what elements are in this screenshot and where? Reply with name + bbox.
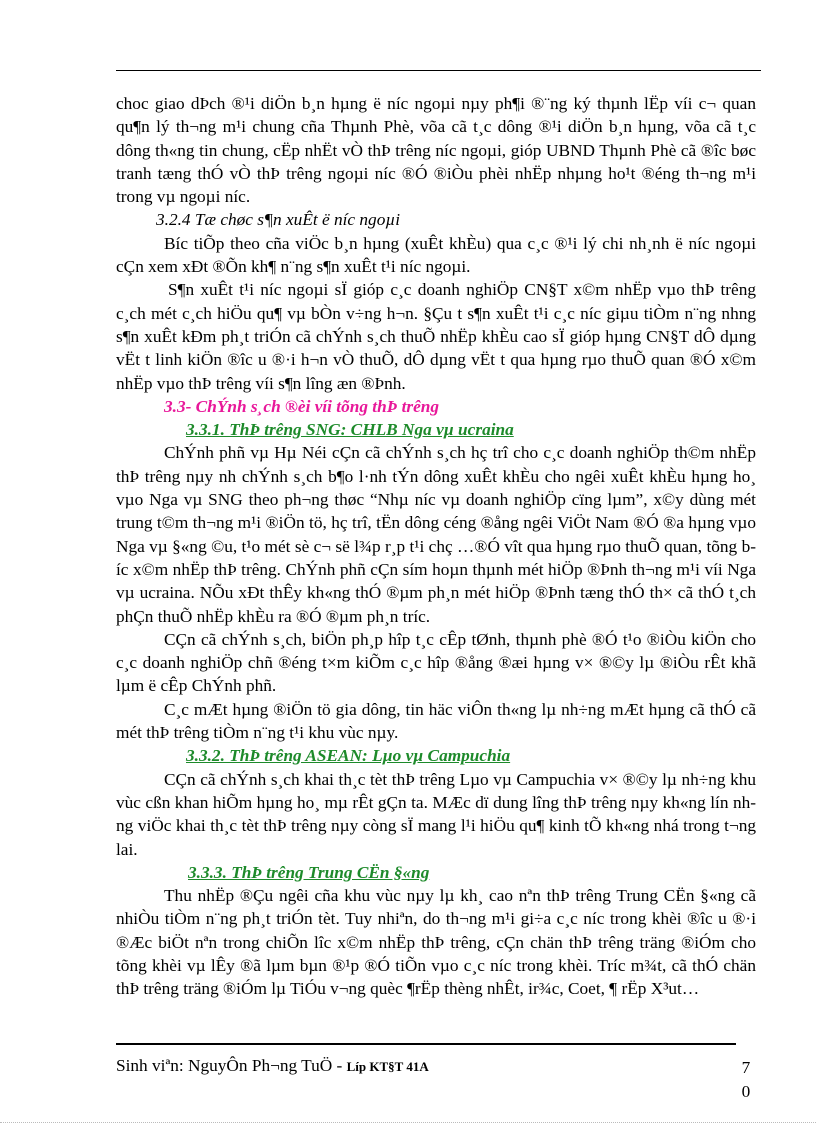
- paragraph-6: C¸c mÆt hµng ®iÖn tö gia dông, tin häc viÔn th«ng lµ nh÷ng mÆt hµng cã thÓ cã mét thÞ trêng tiÒm n¨ng t¹i khu vùc nµy.: [116, 699, 756, 743]
- paragraph-8: Thu nhËp ®Çu ngêi cña khu vùc nµy lµ kh¸ cao nªn thÞ trêng Trung CËn §«ng cã nhiÒu tiÒm n¨ng ph¸t triÓn tèt. Tuy nhiªn, do th¬ng m¹i gi÷a c¸c níc trong khèi ®îc u ®·i ®Æc biÖt nªn trong chiÕn lîc x©m nhËp thÞ trêng, cÇn chän thÞ trêng träng ®iÓm cho tõng khèi vµ lÊy ®ã lµm bµn ®¹p ®Ó tiÕn vµo c¸c níc trong khèi. Tríc m¾t, cã thÓ chän thÞ trêng träng ®iÓm lµ TiÓu v¬ng quèc ¶rËp thèng nhÊt, ir¾c, Coet, ¶ rËp X³ut…: [116, 886, 756, 999]
- footer-author: Sinh viªn: NguyÔn Ph¬ng TuÖ -: [116, 1056, 343, 1075]
- section-3-3-1-heading: 3.3.1. ThÞ trêng SNG: CHLB Nga vµ ucraina: [186, 420, 514, 440]
- footer: [116, 1056, 429, 1076]
- paragraph-7: CÇn cã chÝnh s¸ch khai th¸c tèt thÞ trêng Lµo vµ Campuchia v× ®©y lµ nh÷ng khu vùc cßn khan hiÕm hµng ho¸ mµ rÊt gÇn ta. MÆc dï dung lîng thÞ trêng nµy kh«ng lín nhng viÖc khai th¸c tèt thÞ trêng nµy còng sÏ mang l¹i hiÖu qu¶ kinh tÕ kh«ng nhá trong t¬ng lai.: [116, 769, 756, 859]
- paragraph-2: Bíc tiÕp theo cña viÖc b¸n hµng (xuÊt khÈu) qua c¸c ®¹i lý chi nh¸nh ë níc ngoµi cÇn xem xÐt ®Õn kh¶ n¨ng s¶n xuÊt t¹i níc ngoµi.: [116, 233, 756, 277]
- page-number-top: 7: [741, 1058, 751, 1077]
- section-3-3-2-heading: 3.3.2. ThÞ trêng ASEAN: Lµo vµ Campuchia: [186, 746, 511, 766]
- paragraph-1: choc giao dÞch ®¹i diÖn b¸n hµng ë níc ngoµi nµy ph¶i ®¨ng ký thµnh lËp víi c¬ quan qu¶n lý th¬ng m¹i chung cña Thµnh Phè, võa cã t¸c dông ®¹i diÖn b¸n hµng, võa cã t¸c dông th«ng tin chung, cËp nhËt vÒ thÞ trêng níc ngoµi, gióp UBND Thµnh Phè cã ®îc bøc tranh tæng thÓ vÒ thÞ trêng ngoµi níc ®Ó ®iÒu phèi nhËp nhµng ho¹t ®éng th¬ng m¹i trong vµ ngoµi níc.: [116, 94, 756, 207]
- page-number-bottom: 0: [741, 1082, 751, 1101]
- section-3-2-4-heading: 3.2.4 Tæ chøc s¶n xuÊt ë níc ngoµi: [156, 210, 401, 230]
- header-rule: [116, 70, 761, 71]
- page-number: [739, 1056, 753, 1104]
- paragraph-3: S¶n xuÊt t¹i níc ngoµi sÏ gióp c¸c doanh nghiÖp CN§T x©m nhËp vµo thÞ trêng c¸ch mét c¸ch hiÖu qu¶ vµ bÒn v÷ng h¬n. §Çu t s¶n xuÊt t¹i c¸c níc giµu tiÒm n¨ng nhng s¶n xuÊt kÐm ph¸t triÓn cã chÝnh s¸ch thuÕ nhËp khÈu cao sÏ gióp hµng CN§T dÔ dµng vËt t linh kiÖn ®îc u ®·i h¬n vÒ thuÕ, dÔ dµng vËt t qua hµng rµo thuÕ quan ®Ó x©m nhËp vµo thÞ trêng víi s¶n lîng æn ®Þnh.: [116, 280, 756, 393]
- section-3-3-3-heading: 3.3.3. ThÞ trêng Trung CËn §«ng: [188, 862, 430, 882]
- paragraph-5: CÇn cã chÝnh s¸ch, biÖn ph¸p hîp t¸c cÊp tØnh, thµnh phè ®Ó t¹o ®iÒu kiÖn cho c¸c doanh nghiÖp chñ ®éng t×m kiÕm c¸c hîp ®ång ®æi hµng v× ®©y lµ ®iÒu rÊt khã lµm ë cÊp ChÝnh phñ.: [116, 629, 756, 696]
- footer-class: Líp KT§T 41A: [346, 1059, 429, 1074]
- paragraph-4: ChÝnh phñ vµ Hµ Néi cÇn cã chÝnh s¸ch hç trî cho c¸c doanh nghiÖp th©m nhËp thÞ trêng nµy nh chÝnh s¸ch b¶o l·nh tÝn dông xuÊt khÈu cho ngêi xuÊt khÈu hµng ho¸ vµo Nga vµ SNG theo ph¬ng thøc “Nhµ níc vµ doanh nghiÖp cïng lµm”, x©y dùng mét trung t©m th¬ng m¹i ®iÖn tö, hç trî, tËn dông céng ®ång ngêi ViÖt Nam ®Ó ®a hµng vµo Nga vµ §«ng ©u, t¹o mét sè c¬ së l¾p r¸p t¹i chç …®Ó vît qua hµng rµo thuÕ quan, tõng bíc x©m nhËp thÞ trêng. ChÝnh phñ cÇn sím hoµn thµnh mét hiÖp ®Þnh th¬ng m¹i víi Nga vµ ucraina. NÕu xÐt thÊy kh«ng thÓ ®µm ph¸n mét hiÖp ®Þnh tæng thÓ th× cã thÓ t¸ch phÇn thuÕ nhËp khÈu ra ®Ó ®µm ph¸n tríc.: [116, 443, 756, 626]
- section-3-3-heading: 3.3- ChÝnh s¸ch ®èi víi tõng thÞ trêng: [164, 396, 440, 416]
- document-body: [116, 92, 756, 1001]
- footer-rule: [116, 1043, 736, 1045]
